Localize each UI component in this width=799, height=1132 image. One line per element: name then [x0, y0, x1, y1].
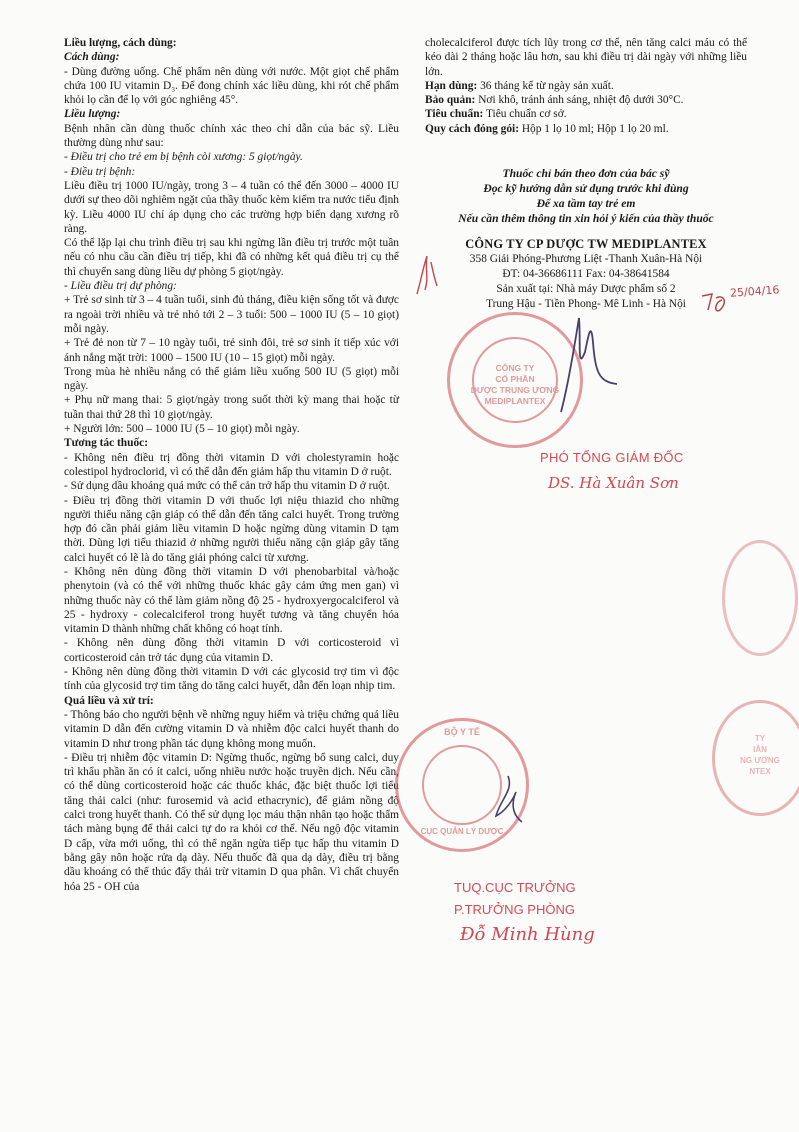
paragraph: - Không nên dùng đồng thời vitamin D với phenobarbital và/hoặc phenytoin (và có thể với những thuốc khác gây cảm ứng men gan) vì những thuốc này có thể làm giảm nồng độ 25 - hydroxyergocalciferol và 25 - hydroxy - colecalciferol trong huyết tương và tăng chuyển hóa vitamin D thành những chất không có hoạt tính. — [64, 565, 399, 636]
notice-line: Thuốc chỉ bán theo đơn của bác sỹ — [502, 167, 670, 180]
partial-stamp — [722, 540, 798, 656]
paragraph: - Điều trị đồng thời vitamin D với thuốc lợi niệu thiazid cho những người thiểu năng cận giáp có thể dẫn đến tăng calci huyết. Trong trường hợp đó cần phải giảm liều vitamin D hoặc ngừng dùng vitamin D tạm thời. Dùng lợi tiểu thiazid ở những người thiểu năng cận giáp gây tăng calci huyết có lẽ là do tăng giải phóng calci từ xương. — [64, 494, 399, 564]
factory-line: Sản xuất tại: Nhà máy Dược phẩm số 2 — [496, 283, 676, 295]
section-heading: Quá liều và xử trí: — [64, 694, 154, 707]
notice-line: Để xa tầm tay trẻ em — [536, 197, 636, 210]
paragraph: + Người lớn: 500 – 1000 IU (5 – 10 giọt) mỗi ngày. — [64, 423, 300, 436]
paragraph: - Sử dụng dầu khoáng quá mức có thể cản trở hấp thu vitamin D ở ruột. — [64, 480, 390, 493]
paragraph: + Phụ nữ mang thai: 5 giọt/ngày trong suốt thời kỳ mang thai hoặc từ tuần thai thứ 28 thì 10 giọt/ngày. — [64, 394, 399, 421]
company-info — [425, 237, 747, 312]
company-name: CÔNG TY CP DƯỢC TW MEDIPLANTEX — [465, 237, 707, 251]
paragraph: - Không nên dùng đồng thời vitamin D với corticosteroid vì corticosteroid cản trở tác dụng của vitamin D. — [64, 637, 399, 664]
standard: Tiêu chuẩn: Tiêu chuẩn cơ sở. — [425, 108, 567, 121]
company-stamp: CÔNG TY CỔ PHẦN DƯỢC TRUNG ƯƠNG MEDIPLANTEX — [447, 312, 583, 448]
storage: Bảo quản: Nơi khô, tránh ánh sáng, nhiệt độ dưới 30°C. — [425, 94, 684, 107]
paragraph: - Không nên điều trị đồng thời vitamin D với cholestyramin hoặc colestipol hydroclorid, vì có thể dẫn đến giảm hấp thu vitamin D ở ruột. — [64, 451, 399, 478]
notice-line: Đọc kỹ hướng dẫn sử dụng trước khi dùng — [483, 182, 689, 195]
paragraph: - Điều trị cho trẻ em bị bệnh còi xương: 5 giọt/ngày. — [64, 151, 303, 164]
shelf-life: Hạn dùng: 36 tháng kể từ ngày sản xuất. — [425, 79, 614, 92]
paragraph: - Điều trị bệnh: — [64, 165, 136, 178]
paragraph: - Liều điều trị dự phòng: — [64, 280, 177, 293]
company-phone: ĐT: 04-36686111 Fax: 04-38641584 — [502, 268, 670, 280]
company-address: 358 Giải Phóng-Phương Liệt -Thanh Xuân-Hà Nội — [469, 253, 703, 265]
section-heading: Liều lượng, cách dùng: — [64, 37, 177, 49]
deputy-name: DS. Hà Xuân Sơn — [548, 474, 679, 492]
initials-mark — [413, 250, 443, 300]
paragraph: + Trẻ sơ sinh từ 3 – 4 tuần tuổi, sinh đủ tháng, điều kiện sống tốt và được ra ngoài trời nhiều và trẻ nhỏ tới 2 – 3 tuổi: 500 – 1000 IU (5 – 10 giọt) mỗi ngày. — [64, 294, 399, 335]
partial-stamp: TY IẦN NG ƯƠNG NTEX — [712, 700, 799, 816]
signature-deputy — [555, 312, 625, 422]
dept-title: TUQ.CỤC TRƯỞNG — [454, 880, 576, 895]
paragraph: + Trẻ đẻ non từ 7 – 10 ngày tuổi, trẻ sinh đôi, trẻ sơ sinh ít tiếp xúc với ánh nắng mặt trời: 1000 – 1500 IU (10 – 15 giọt) mỗi ngày. — [64, 337, 399, 364]
paragraph: Liều điều trị 1000 IU/ngày, trong 3 – 4 tuần có thể đến 3000 – 4000 IU dưới sự theo dõi nghiêm ngặt của thầy thuốc kèm kiểm tra nước tiểu định kỳ. Liều 4000 IU chỉ áp dụng cho các trường hợp biến dạng xương rõ ràng. — [64, 179, 399, 235]
packaging: Quy cách đóng gói: Hộp 1 lọ 10 ml; Hộp 1 lọ 20 ml. — [425, 122, 669, 135]
factory-line: Trung Hậu - Tiền Phong- Mê Linh - Hà Nội — [486, 298, 686, 310]
paragraph: Bệnh nhân cần dùng thuốc chính xác theo chỉ dẫn của bác sỹ. Liều thường dùng như sau: — [64, 122, 399, 150]
notice-line: Nếu cần thêm thông tin xin hỏi ý kiến của thầy thuốc — [458, 212, 714, 225]
section-heading: Tương tác thuốc: — [64, 437, 149, 450]
sub-heading: Liều lượng: — [64, 108, 121, 121]
paragraph: - Điều trị nhiễm độc vitamin D: Ngừng thuốc, ngừng bổ sung calci, duy trì khẩu phần ăn có ít calci, uống nhiều nước hoặc truyền dịch. Nếu cần, có thể dùng corticosteroid hoặc các thuốc khác, đặc biệt thuốc lợi tiểu tăng thải calci (như: furosemid và acid ethacrynic), để giảm nồng độ calci trong huyết thanh. Có thể sử dụng lọc máu thận nhân tạo hoặc thẩm tách màng bụng để thải calci tự do ra khỏi cơ thể. Nếu ngộ độc vitamin D cấp, vừa mới uống, thì có thể ngăn ngừa tiếp tục hấp thu vitamin D bằng gây nôn hoặc rửa dạ dày. Nếu thuốc đã qua dạ dày, điều trị bằng dầu khoáng có thể thúc đẩy thải trừ vitamin D qua phân. Vì chất chuyển hóa 25 - OH của — [64, 751, 399, 893]
right-column — [425, 36, 747, 136]
sub-heading: Cách dùng: — [64, 51, 120, 64]
dept-title: P.TRƯỞNG PHÒNG — [454, 902, 575, 917]
warning-notice — [425, 166, 747, 226]
paragraph: cholecalciferol được tích lũy trong cơ thể, nên tăng calci máu có thể kéo dài 2 tháng hoặc lâu hơn, sau khi điều trị dài ngày với những liều lớn. — [425, 37, 747, 78]
signature-dept — [488, 772, 528, 832]
left-column — [64, 36, 399, 894]
ministry-stamp: BỘ Y TẾ CỤC QUẢN LÝ DƯỢC — [395, 718, 529, 852]
paragraph: - Không nên dùng đồng thời vitamin D với các glycosid trợ tim vì độc tính của glycosid trợ tim tăng do tăng calci huyết, dẫn đến loạn nhịp tim. — [64, 666, 399, 693]
paragraph: Trong mùa hè nhiều nắng có thể giảm liều xuống 500 IU (5 giọt) mỗi ngày. — [64, 365, 399, 393]
paragraph: - Dùng đường uống. Chế phẩm nên dùng với nước. Một giọt chế phẩm chứa 100 IU vitamin D₃. Để đong chính xác liều dùng, khi rót chế phẩm khỏi lọ cần để lọ với góc nghiêng 45°. — [64, 65, 399, 107]
signature-date: 25/04/16 — [729, 283, 780, 300]
paragraph: Có thể lặp lại chu trình điều trị sau khi ngừng lần điều trị trước một tuần nếu có nhu cầu cần điều trị tiếp, khi đã có những kết quả điều trị cụ thể thì chuyển sang dùng liều dự phòng 5 giọt/ngày. — [64, 237, 399, 278]
deputy-title: PHÓ TỔNG GIÁM ĐỐC — [540, 450, 684, 465]
paragraph: - Thông báo cho người bệnh về những nguy hiểm và triệu chứng quá liều vitamin D dẫn đến cường vitamin D và nhiễm độc calci huyết thanh do vitamin D như trong phần tác dụng không mong muốn. — [64, 708, 399, 750]
initials-mark — [700, 288, 730, 316]
dept-name: Đỗ Minh Hùng — [460, 924, 595, 945]
